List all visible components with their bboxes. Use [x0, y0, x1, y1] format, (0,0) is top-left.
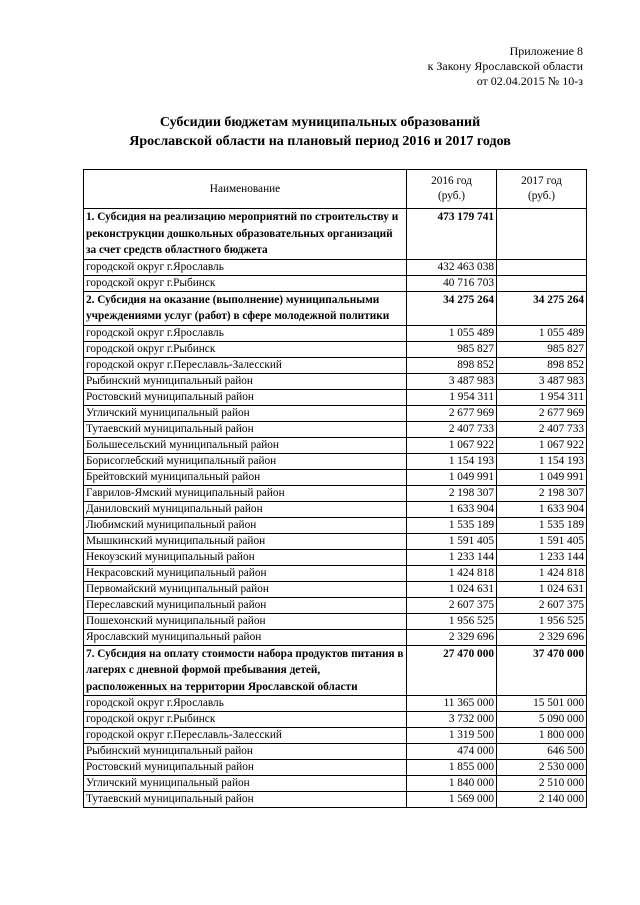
row-value-2016: 1 954 311 [407, 389, 497, 405]
row-value-2016: 1 956 525 [407, 613, 497, 629]
row-value-2016: 1 154 193 [407, 453, 497, 469]
table-row [84, 712, 587, 728]
row-name: Пошехонский муниципальный район [84, 613, 407, 629]
header-2016-unit: (руб.) [437, 190, 466, 202]
table-row [84, 275, 587, 291]
table-row [84, 728, 587, 744]
header-2016 [407, 170, 497, 209]
row-value-2016: 2 607 375 [407, 597, 497, 613]
row-name: 7. Субсидия на оплату стоимости набора продуктов питания в лагерях с дневной формой пребывания детей, расположенных на территории Ярославской области [84, 645, 407, 696]
row-value-2017: 2 198 307 [497, 485, 587, 501]
appendix-number: Приложение 8 [509, 44, 583, 58]
row-name: Тутаевский муниципальный район [84, 792, 407, 808]
row-value-2017: 1 024 631 [497, 581, 587, 597]
row-value-2017: 1 535 189 [497, 517, 587, 533]
section-row [84, 645, 587, 696]
table-row [84, 405, 587, 421]
table-row [84, 357, 587, 373]
header-name: Наименование [84, 170, 407, 209]
table-row [84, 437, 587, 453]
row-value-2016: 11 365 000 [407, 696, 497, 712]
table-row [84, 389, 587, 405]
row-value-2016: 3 487 983 [407, 373, 497, 389]
row-value-2016: 1 424 818 [407, 565, 497, 581]
table-row [84, 613, 587, 629]
row-value-2016: 40 716 703 [407, 275, 497, 291]
row-name: Даниловский муниципальный район [84, 501, 407, 517]
table-row [84, 517, 587, 533]
row-name: городской округ г.Ярославль [84, 696, 407, 712]
table-row [84, 373, 587, 389]
row-name: Мышкинский муниципальный район [84, 533, 407, 549]
row-value-2017 [497, 275, 587, 291]
row-value-2017: 1 424 818 [497, 565, 587, 581]
table-row [84, 549, 587, 565]
row-value-2016: 27 470 000 [407, 645, 497, 696]
row-value-2016: 474 000 [407, 744, 497, 760]
row-value-2017: 2 607 375 [497, 597, 587, 613]
row-name: Большесельский муниципальный район [84, 437, 407, 453]
table-row [84, 760, 587, 776]
table-row [84, 744, 587, 760]
row-name: Некоузский муниципальный район [84, 549, 407, 565]
row-value-2017: 898 852 [497, 357, 587, 373]
row-value-2016: 473 179 741 [407, 209, 497, 260]
row-value-2016: 1 055 489 [407, 325, 497, 341]
table-row [84, 469, 587, 485]
table-row [84, 581, 587, 597]
row-name: городской округ г.Рыбинск [84, 275, 407, 291]
row-value-2017: 1 055 489 [497, 325, 587, 341]
row-value-2016: 2 407 733 [407, 421, 497, 437]
row-name: городской округ г.Ярославль [84, 259, 407, 275]
row-name: Рыбинский муниципальный район [84, 744, 407, 760]
table-row [84, 259, 587, 275]
row-value-2017: 3 487 983 [497, 373, 587, 389]
appendix-date: от 02.04.2015 № 10-з [476, 74, 583, 88]
row-value-2017: 1 067 922 [497, 437, 587, 453]
section-row [84, 291, 587, 325]
row-value-2017: 34 275 264 [497, 291, 587, 325]
row-value-2017: 646 500 [497, 744, 587, 760]
row-name: Первомайский муниципальный район [84, 581, 407, 597]
row-name: Угличский муниципальный район [84, 776, 407, 792]
row-value-2016: 1 024 631 [407, 581, 497, 597]
row-value-2016: 1 067 922 [407, 437, 497, 453]
table-row [84, 597, 587, 613]
appendix-law: к Закону Ярославской области [427, 59, 583, 73]
row-value-2017: 1 154 193 [497, 453, 587, 469]
table-row [84, 629, 587, 645]
row-value-2017 [497, 259, 587, 275]
row-name: Борисоглебский муниципальный район [84, 453, 407, 469]
row-value-2017: 1 633 904 [497, 501, 587, 517]
title-line-1: Субсидии бюджетам муниципальных образований [159, 115, 481, 130]
row-value-2017: 1 800 000 [497, 728, 587, 744]
row-value-2016: 3 732 000 [407, 712, 497, 728]
header-2017-year: 2017 год [521, 175, 562, 187]
table-row [84, 453, 587, 469]
header-2016-year: 2016 год [431, 175, 472, 187]
row-value-2016: 1 319 500 [407, 728, 497, 744]
table-row [84, 421, 587, 437]
row-name: городской округ г.Переславль-Залесский [84, 728, 407, 744]
row-value-2017: 5 090 000 [497, 712, 587, 728]
row-name: городской округ г.Рыбинск [84, 712, 407, 728]
row-value-2016: 432 463 038 [407, 259, 497, 275]
row-value-2017: 1 956 525 [497, 613, 587, 629]
table-row [84, 792, 587, 808]
row-name: 1. Субсидия на реализацию мероприятий по строительству и реконструкции дошкольных образовательных организаций за счет средств областного бюджета [84, 209, 407, 260]
row-value-2016: 1 591 405 [407, 533, 497, 549]
row-value-2016: 1 049 991 [407, 469, 497, 485]
subsidy-table [83, 169, 587, 808]
row-value-2017: 1 591 405 [497, 533, 587, 549]
header-2017 [497, 170, 587, 209]
row-value-2016: 1 855 000 [407, 760, 497, 776]
row-value-2017: 37 470 000 [497, 645, 587, 696]
row-name: Гаврилов-Ямский муниципальный район [84, 485, 407, 501]
row-name: Угличский муниципальный район [84, 405, 407, 421]
row-value-2017: 2 140 000 [497, 792, 587, 808]
row-name: Ростовский муниципальный район [84, 389, 407, 405]
row-value-2016: 898 852 [407, 357, 497, 373]
row-value-2016: 2 329 696 [407, 629, 497, 645]
row-name: городской округ г.Переславль-Залесский [84, 357, 407, 373]
row-value-2016: 2 198 307 [407, 485, 497, 501]
row-value-2017 [497, 209, 587, 260]
appendix-note [428, 44, 583, 89]
table-row [84, 696, 587, 712]
row-value-2017: 2 530 000 [497, 760, 587, 776]
table-row [84, 776, 587, 792]
row-name: городской округ г.Ярославль [84, 325, 407, 341]
row-value-2016: 34 275 264 [407, 291, 497, 325]
row-value-2017: 985 827 [497, 341, 587, 357]
table-row [84, 565, 587, 581]
table-header-row [84, 170, 587, 209]
header-2017-unit: (руб.) [527, 190, 556, 202]
row-name: Переславский муниципальный район [84, 597, 407, 613]
row-value-2017: 2 329 696 [497, 629, 587, 645]
row-value-2016: 985 827 [407, 341, 497, 357]
row-name: Тутаевский муниципальный район [84, 421, 407, 437]
row-value-2017: 2 510 000 [497, 776, 587, 792]
table-row [84, 325, 587, 341]
row-value-2016: 1 633 904 [407, 501, 497, 517]
row-value-2017: 2 677 969 [497, 405, 587, 421]
row-value-2016: 1 233 144 [407, 549, 497, 565]
table-body [84, 209, 587, 808]
row-name: Ростовский муниципальный район [84, 760, 407, 776]
row-name: Брейтовский муниципальный район [84, 469, 407, 485]
row-name: 2. Субсидия на оказание (выполнение) муниципальными учреждениями услуг (работ) в сфере молодежной политики [84, 291, 407, 325]
document-title [0, 113, 640, 151]
table-row [84, 485, 587, 501]
table-row [84, 501, 587, 517]
row-value-2017: 2 407 733 [497, 421, 587, 437]
table-row [84, 341, 587, 357]
title-line-2: Ярославской области на плановый период 2016 и 2017 годов [129, 134, 511, 149]
row-value-2016: 1 840 000 [407, 776, 497, 792]
row-value-2017: 1 954 311 [497, 389, 587, 405]
row-value-2017: 1 233 144 [497, 549, 587, 565]
row-value-2016: 1 535 189 [407, 517, 497, 533]
row-name: Ярославский муниципальный район [84, 629, 407, 645]
row-name: Рыбинский муниципальный район [84, 373, 407, 389]
row-value-2016: 2 677 969 [407, 405, 497, 421]
row-name: Некрасовский муниципальный район [84, 565, 407, 581]
row-name: Любимский муниципальный район [84, 517, 407, 533]
row-value-2017: 15 501 000 [497, 696, 587, 712]
row-value-2016: 1 569 000 [407, 792, 497, 808]
row-name: городской округ г.Рыбинск [84, 341, 407, 357]
row-value-2017: 1 049 991 [497, 469, 587, 485]
section-row [84, 209, 587, 260]
table-row [84, 533, 587, 549]
